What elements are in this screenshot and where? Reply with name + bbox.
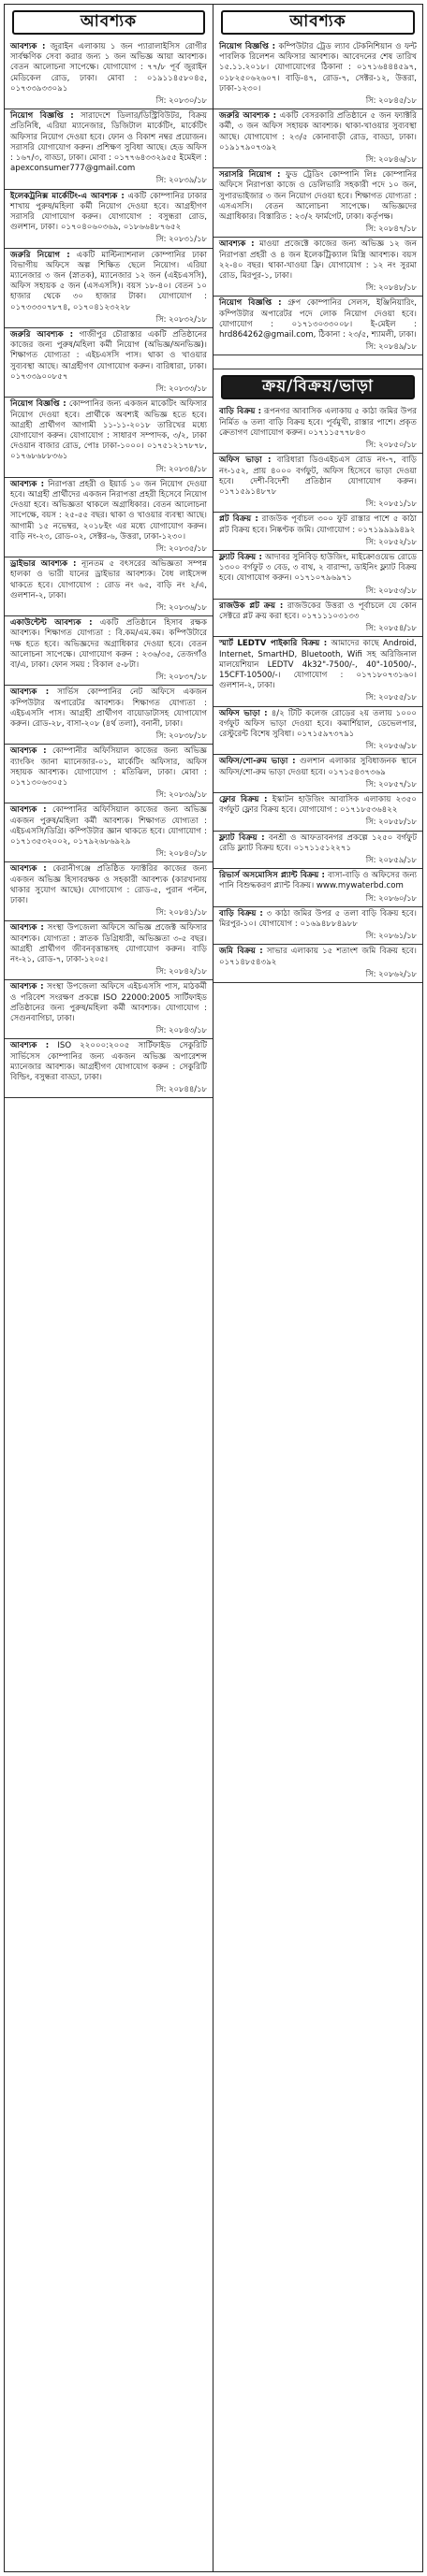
- ad-code: সি: ২০৮৩৫/১৮: [155, 543, 207, 553]
- ad-code: সি: ২০৮৫০/১৮: [365, 440, 417, 450]
- ad-body: একটি প্রতিষ্ঠানে হিসাব রক্ষক আবশ্যক। শিক্ষাগত যোগ্যতা : বি.কম/এম.কম। কম্পিউটারে দক্ষ হতে হবে। অভিজ্ঞদের অগ্রাধিকার দেওয়া হবে। বেতন আলোচনা সাপেক্ষে। যোগাযোগ করুন : ২৩৬/৩৫, তেজগাঁও বা/এ, ঢাকা। ফোন সময় : বিকাল ৫-৮টা।: [10, 618, 208, 670]
- ad-title: জরুরি আবশ্যক :: [10, 330, 74, 340]
- classified-ad: [5, 398, 213, 477]
- ad-title: আবশ্যক :: [10, 746, 47, 757]
- ad-body: একটি মাল্টিন্যাশনাল কোম্পানির ঢাকা বিভাগীয় অফিসে অল্প শিক্ষিত ছেলে নিয়োগ। এরিয়া ম্যানেজার ৩ জন (স্নাতক), ম্যানেজার ১২ জন (এইচএসসি), অফিস সহায়ক ৫ জন (এসএসসি)। বয়স ১৮-৪০। বেতন ১০ হাজার থেকে ৩০ হাজার টাকা। যোগাযোগ : ০১৭৩৩৩০৭৮৭৪, ০১৭০৪১২৩২২৮: [10, 250, 207, 312]
- ad-code: সি: ২০৮৬০/১৮: [365, 892, 417, 903]
- ad-title: রিভার্স অসমোসিস প্ল্যান্ট বিক্রয় :: [219, 871, 325, 881]
- ad-body: কোম্পানির অফিসিয়াল কাজের জন্য অভিজ্ঞ একজন পুরুষ/মহিলা কর্মী আবশ্যক। শিক্ষাগত যোগ্যতা : এইচএসসি/ডিগ্রি। কম্পিউটার জ্ঞান থাকতে হবে। যোগাযোগ : ০১৭১৩৫৩২০০২, ০১৭৯২৬৮৬৯২৯: [10, 805, 208, 847]
- ad-title: স্মার্ট LEDTV পাইকারি বিক্রয় :: [219, 639, 328, 649]
- ad-code: সি: ২০৮৪১/১৮: [155, 907, 207, 918]
- ad-body: গাজীপুর চৌরাস্তার একটি প্রতিষ্ঠানের কাজের জন্য পুরুষ/মহিলা কর্মী নিয়োগ (অভিজ্ঞ/অনভিজ্ঞ)। শিক্ষাগত যোগ্যতা : এইচএসসি পাস। থাকা ও খাওয়ার সুব্যবস্থা আছে। আগ্রহীগণ যোগাযোগ করুন। বারিধারা, ঢাকা। ০১৭৩৩৯০০৮৫৭: [10, 330, 207, 382]
- ad-title: রাজউক প্লট ক্রয় :: [219, 601, 284, 611]
- ad-title: ফ্ল্যাট বিক্রয় :: [219, 552, 262, 562]
- classified-ad: [214, 40, 422, 109]
- ad-title: নিয়োগ বিজ্ঞপ্তি :: [10, 111, 74, 122]
- ad-body: নিরাপত্তা প্রহরী ও ইয়ার্ড ১০ জন নিয়োগ দেওয়া হবে। আগ্রহী প্রার্থীদের একজন নিরাপত্তা প্রহরী হিসেবে নিয়োগ দেওয়া হবে। অভিজ্ঞতা থাকলে অগ্রাধিকার। বেতন আলোচনা সাপেক্ষে, বয়স : ২৫-৫৫ বছর। থাকা ও খাওয়ার ব্যবস্থা আছে। আগামী ১৫ নভেম্বর, ২০১৮ইং এর মধ্যে যোগাযোগ করুন। বাড়ি নং-২৩, রোড-০২, সেক্টর-৬, উত্তরা, ঢাকা-১২৩০।: [10, 479, 208, 542]
- classified-ad: [214, 907, 422, 946]
- ad-body: ৪/২ টিটি কলেজ রোডের ২য় তলায় ১০০০ বর্গফুট অফিস ভাড়া দেওয়া হবে। কমার্শিয়াল, ডেভেলপার, রেস্টুরেন্ট বিশেষ সুবিধা। ০১৭১৫৯৭৩৭৯১: [219, 708, 417, 739]
- ad-code: সি: ২০৮৫২/১৮: [365, 536, 417, 546]
- ad-body: সার্ভিস কোম্পানির নেট অফিসে একজন কম্পিউটার অপারেটর আবশ্যক। শিক্ষাগত যোগ্যতা : এইচএসসি পাস। আগ্রহী প্রার্থীগণ বায়োডাটাসহ যোগাযোগ করুন। রোড-২৮, বাসা-২০৮ (৪র্থ তলা), বনানী, ঢাকা।: [10, 687, 207, 729]
- ad-code: সি: ২০৮৫৪/১৮: [365, 623, 417, 633]
- ad-code: সি: ২০৮৩৩/১৮: [155, 384, 207, 394]
- ad-code: সি: ২০৮৪৩/১৮: [155, 1025, 207, 1035]
- ad-body: কোম্পানির জন্য একজন মাকেটিং অফিসার নিয়োগ দেওয়া হবে। প্রার্থীকে অবশ্যই অভিজ্ঞ হতে হবে। আগ্রহী প্রার্থীগণ আগামী ১১-১১-২০১৮ তারিখের মধ্যে যোগাযোগ করুন। যোগাযোগ : সাধারণ সম্পাদক, ৩/২, ঢাকা দেওয়ান বাজার রোড, পোঃ ঢাকা-১০০০। ০১৭৫১২১৭৮৭৮, ০১৭৬৮৬৮৮৩৬১: [10, 399, 207, 462]
- ad-body: বারিধারা ডিওএইচএস রোড নং-৭, বাড়ি নং-১৫২, প্রায় ৪০০০ বর্গফুট, অফিস হিসেবে ভাড়া দেওয়া হবে। দেশী-বিদেশী প্রতিষ্ঠান যোগাযোগ করুন। ০১৭১৫৯১৪৮৭৮: [219, 456, 417, 497]
- ad-body: একটি বেসরকারি প্রতিষ্ঠানে ৫ জন ফ্যাক্টরি কর্মী, ৩ জন অফিস সহায়ক আবশ্যক। থাকা-খাওয়ার সুব্যবস্থা আছে। যোগাযোগ : ২৩/৫ কোনাবাড়ী রোড, বাড্ডা, ঢাকা। ০১৯১৭৯০৭৩৯২: [219, 111, 417, 152]
- ad-title: একাউন্টেন্ট আবশ্যক :: [10, 618, 93, 629]
- ad-body: ৩ কাঠা জমির উপর ৫ তলা বাড়ি বিক্রয় হবে। মিরপুর-১০। যোগাযোগ : ০১৬৯৪৮৮৪৯৮৮: [219, 908, 417, 930]
- ad-body: একটি কোম্পানির ঢাকার শাখায় পুরুষ/মহিলা কর্মী নিয়োগ দেওয়া হবে। আগ্রহীগণ সরাসরি যোগাযোগ করুন। যোগাযোগ : বসুন্ধরা রোড, গুলশান, ঢাকা। ০১৭০৪০৬০৩৬৯, ০১৮৬৬৪৮৭৬৫২: [10, 191, 208, 233]
- ad-code: সি: ২০৮৫৫/১৮: [365, 692, 417, 702]
- ad-body: কেরানীগঞ্জে প্রতিষ্ঠিত ফ্যাক্টরির কাজের জন্য একজন অভিজ্ঞ হিসাবরক্ষক ও সহকারী আবশ্যক (কারখানায় থাকার সুযোগ আছে)। যোগাযোগ : রোড-৫, পুরান পল্টন, ঢাকা।: [10, 864, 207, 906]
- ad-code: সি: ২০৮৪৬/১৮: [365, 154, 417, 165]
- ad-code: সি: ২০৮৬২/১৮: [365, 968, 417, 978]
- ad-body: ISO ২২০০০:২০০৫ সার্টিফাইড সেকুরিটি সার্ভিসেস কোম্পানির জন্য একজন অভিজ্ঞ অপারেশন্স ম্যানেজার আবশ্যক। আগ্রহীগণ যোগাযোগ করুন : সেকুরিটি বিল্ডিং, বসুন্ধরা বাড্ডা, ঢাকা।: [10, 1041, 207, 1083]
- classified-ad: [5, 745, 213, 803]
- ad-body: বাসা-বাড়ি ও অফিসের জন্য পানি বিশুদ্ধকরণ প্ল্যান্ট বিক্রয়। www.mywaterbd.com: [219, 871, 417, 891]
- ad-body: আদাবর সুনিবিড় হাউজিং, মাইক্রোওয়েভ রোডে ১৩০০ বর্গফুট ৩ বেড, ৩ বাথ, ২ বারান্দা, ডাইনিং ফ্ল্যাট বিক্রয় হবে। যোগাযোগ করুন। ০১৭১০৭৯৬৯৭১: [219, 552, 418, 584]
- classified-ad: [214, 832, 422, 870]
- classified-ad: [5, 190, 213, 249]
- classified-ad: [5, 1039, 213, 1098]
- ad-list-left: [5, 40, 213, 1098]
- ad-title: সরাসরি নিয়োগ :: [219, 170, 281, 181]
- ad-code: সি: ২০৮৩৯/১৮: [155, 175, 207, 185]
- classified-page: [4, 4, 423, 2572]
- ad-title: বাড়ি বিক্রয় :: [219, 407, 262, 417]
- ad-list-right: [214, 40, 422, 355]
- ad-list-sale: [214, 405, 422, 983]
- ad-title: নিয়োগ বিজ্ঞপ্তি :: [219, 42, 276, 51]
- ad-title: প্লট বিক্রয় :: [219, 514, 258, 525]
- classified-ad: [214, 945, 422, 983]
- ad-title: আবশ্যক :: [10, 42, 46, 51]
- ad-title: ফ্লোর বিক্রয় :: [219, 794, 268, 804]
- classified-ad: [5, 249, 213, 328]
- ad-title: আবশ্যক :: [10, 923, 44, 933]
- ad-title: বাড়ি বিক্রয় :: [219, 908, 263, 919]
- ad-code: সি: ২০৮৫৮/১৮: [365, 817, 417, 827]
- ad-code: সি: ২০৮৫১/১৮: [365, 499, 417, 509]
- ad-code: সি: ২০৮৩১/১৮: [155, 234, 207, 244]
- ad-code: সি: ২০৮৪৭/১৮: [365, 224, 417, 234]
- ad-title: নিয়োগ বিজ্ঞপ্তি :: [219, 298, 282, 309]
- ad-body: সারাদেশে ডিলার/ডিস্ট্রিবিউটর, বিক্রয় প্রতিনিধি, এরিয়া ম্যানেজার, ডিজিটাল মার্কেটিং, মার্কেটিং অফিসার নিয়োগ দেওয়া হবে। ফোন ও বিকাশ নম্বর প্রয়োজন। সরাসরি যোগাযোগ করুন। প্রশিক্ষণ সুবিধা আছে। হেড অফিস : ১৬৭/৩, বাড্ডা, ঢাকা। মোবা : ০১৭৭৬৪৩৩২৯৫৫ ইমেইল : apexconsumer777@gmail.com: [10, 111, 208, 174]
- right-column: [214, 5, 422, 2571]
- ad-title: আবশ্যক :: [10, 864, 47, 875]
- ad-body: সংস্থা উপজেলা অফিসে এইচএসসি পাস, মাঠকর্মী ও পরিবেশ সংরক্ষণ প্রকল্পে ISO 22000:2005 সার্টিফাইড প্রতিষ্ঠানের জন্য পুরুষ/মহিলা কর্মী আবশ্যক। যোগাযোগ : সেগুনবাগিচা, ঢাকা।: [10, 982, 208, 1024]
- ad-title: ড্রাইভার আবশ্যক :: [10, 559, 77, 570]
- ad-title: আবশ্যক :: [10, 687, 50, 698]
- ad-title: জমি বিক্রয় :: [219, 947, 263, 957]
- classified-ad: [5, 803, 213, 862]
- ad-code: সি: ২০৮৪৮/১৮: [365, 282, 417, 293]
- classified-ad: [214, 707, 422, 756]
- ad-title: জরুরি আবশ্যক :: [219, 111, 277, 122]
- ad-title: নিয়োগ বিজ্ঞপ্তি :: [10, 399, 66, 410]
- ad-code: সি: ২০৮৫৩/১৮: [365, 585, 417, 595]
- ad-title: ইলেকট্রনিক্স মার্কেটিং-এ আবশ্যক :: [10, 191, 125, 201]
- section-divider: [214, 355, 422, 369]
- section-header-buy-sell-rent: ক্রয়/বিক্রয়/ভাড়া: [221, 375, 415, 399]
- classified-ad: [214, 637, 422, 706]
- classified-ad: [214, 551, 422, 600]
- section-header-wanted-right: আবশ্যক: [221, 10, 415, 35]
- ad-title: আবশ্যক :: [10, 1041, 50, 1051]
- ad-body: কম্পিউটার ট্রেড ল্যাব টেকনিশিয়ান ও ফন্ট পাবলিক রিলেশন অফিসার আবশ্যক। আবেদনের শেষ তারিখ ১৫.১১.২০১৮। যোগাযোগের ঠিকানা : ০১৭১৬৪৪৪৫৯৭, ০১৮২৫০৬২৬০৭। বাড়ি-৪৭, রোড-৭, সেক্টর-১২, উত্তরা, ঢাকা-১২৩০।: [219, 42, 417, 94]
- ad-body: গ্রুপ কোম্পানির সেলস, ইঞ্জিনিয়ারিং, কম্পিউটার অপারেটর পদে লোক নিয়োগ দেওয়া হবে। যোগাযোগ : ০১৭১৩০৩৩০০৮। ই-মেইল : hrd864262@gmail.com, ঠিকানা : ২৩/৫, শ্যামলী, ঢাকা।: [219, 298, 417, 340]
- classified-ad: [5, 109, 213, 189]
- ad-title: ফ্ল্যাট বিক্রয় :: [219, 832, 265, 843]
- ad-code: সি: ২০৮৪৯/১৮: [365, 341, 417, 352]
- classified-ad: [214, 869, 422, 907]
- ad-code: সি: ২০৮৩৬/১৮: [155, 601, 207, 612]
- ad-title: জরুরি নিয়োগ :: [10, 250, 70, 260]
- classified-ad: [5, 921, 213, 980]
- ad-body: গুলশান এলাকার সুবিধাজনক স্থানে অফিস/শো-রুম ভাড়া দেওয়া হবে। ০১৭১৫৪৩৭৩৬৯: [219, 757, 418, 777]
- ad-body: মাওয়া প্রজেক্টে কাজের জন্য অভিজ্ঞ ১২ জন নিরাপত্তা প্রহরী ও ৪ জন ইলেকট্রিক্যাল মিস্ত্রি আবশ্যক। বয়স ২২-৪০ বছর। থাকা-খাওয়া ফ্রি। যোগাযোগ : ১২ নং সুরমা রোড, মিরপুর-১, ঢাকা।: [219, 239, 417, 282]
- classified-ad: [214, 793, 422, 832]
- ad-body: রাজউক পূর্বাচল ৩০০ ফুট রাস্তার পাশে ৫ কাঠা প্লট বিক্রয় হবে। নিষ্কণ্টক জমি। যোগাযোগ : ০১৭১৯৯৯৯৪৯২: [219, 514, 417, 535]
- ad-code: সি: ২০৮৩৯/১৮: [155, 789, 207, 800]
- ad-body: ন্যূনতম ৫ বৎসরের অভিজ্ঞতা সম্পন্ন হালকা ও ভারী যানের ড্রাইভার আবশ্যক। বৈধ লাইসেন্স থাকতে হবে। যোগাযোগ : রোড নং ৬৫, বাড়ি নং ২/এ, গুলশান-২, ঢাকা।: [10, 559, 207, 601]
- classified-ad: [5, 478, 213, 557]
- ad-title: অফিস ভাড়া :: [219, 456, 272, 466]
- ad-code: সি: ২০৮৪৪/১৮: [155, 1084, 207, 1094]
- ad-code: সি: ২০৮৬১/১৮: [365, 931, 417, 941]
- ad-code: সি: ২০৮৪৫/১৮: [365, 95, 417, 106]
- classified-ad: [214, 238, 422, 297]
- ad-code: সি: ২০৮৪২/১৮: [155, 966, 207, 977]
- ad-body: সংস্থা উপজেলা অফিসে অভিজ্ঞ প্রজেক্ট অফিসার আবশ্যক। যোগ্যতা : স্নাতক ডিগ্রিধারী, অভিজ্ঞতা ৩-৫ বছর। আগ্রহী প্রার্থীগণ জীবনবৃত্তান্তসহ যোগাযোগ করুন। বাড়ি নং-২১, রোড-৭, ঢাকা-১২০৫।: [10, 923, 207, 965]
- ad-title: আবশ্যক :: [10, 479, 45, 489]
- classified-ad: [5, 686, 213, 745]
- classified-ad: [5, 980, 213, 1039]
- section-header-wanted-left: আবশ্যক: [12, 10, 205, 35]
- ad-body: ইস্কাটন হাউজিং আবাসিক এলাকায় ২৩৫০ বর্গফুট ফ্লোর বিক্রয় হবে। যোগাযোগ : ০১৭১৮৫৩৬৪২২: [219, 794, 417, 816]
- ad-code: সি: ২০৮৫৭/১৮: [365, 778, 417, 789]
- classified-ad: [5, 616, 213, 686]
- ad-title: অফিস/শো-রুম ভাড়া :: [219, 757, 296, 767]
- ad-body: আমাদের কাছে Android, Internet, SmartHD, Bluetooth, Wifi সহ অরিজিনাল মালয়েশিয়ান LEDTV 4k32"-7500/-, 40"-10500/-, 15CFT-10500/-। যোগাযোগ : ০১৭১৮০৭৩১৬০। গুলশান-২, ঢাকা।: [219, 639, 417, 691]
- ad-title: অফিস ভাড়া :: [219, 708, 268, 718]
- ad-code: সি: ২০৮৩২/১৮: [155, 313, 207, 324]
- classified-ad: [5, 328, 213, 398]
- ad-code: সি: ২০৮৩০/১৮: [155, 95, 207, 106]
- left-column: [5, 5, 214, 2571]
- ad-body: রাজউকের উত্তরা ও পূর্বাচলে যে কোন সেক্টরে প্লট ক্রয় করা হবে। ০১৭১১১০৩১৩৩: [219, 601, 418, 621]
- classified-ad: [214, 755, 422, 793]
- ad-body: সাভার এলাকায় ১৫ শতাংশ জমি বিক্রয় হবে। ০১৭১৪৮৫৪৩৯২: [219, 947, 417, 967]
- ad-code: সি: ২০৮৪০/১৮: [155, 848, 207, 859]
- ad-title: আবশ্যক :: [10, 805, 47, 816]
- classified-ad: [214, 405, 422, 454]
- classified-ad: [214, 454, 422, 513]
- classified-ad: [214, 297, 422, 355]
- ad-body: বনশ্রী ও আফতাবনগর প্রকল্পে ১২৫০ বর্গফুট রেডি ফ্ল্যাট বিক্রয় হবে। ০১৭১১৫১২২৭১: [219, 832, 418, 853]
- classified-ad: [214, 168, 422, 238]
- ad-code: সি: ২০৮৩৭/১৮: [155, 672, 207, 682]
- classified-ad: [5, 862, 213, 921]
- ad-title: আবশ্যক :: [10, 982, 44, 992]
- ad-body: রূপনগর আবাসিক এলাকায় ৫ কাঠা জমির উপর নির্মিত ৬ তলা বাড়ি বিক্রয় হবে। পূর্বমুখী, রাস্তার পাশে। প্রকৃত ক্রেতাগণ যোগাযোগ করুন। ০১৭১১৫৭৭৮৪৩: [219, 407, 418, 438]
- ad-body: ফুড ট্রেডিং কোম্পানি লিঃ কোম্পানির অফিসে নিরাপত্তা কাজে ও ডেলিভারি সহকারী পদে ১০ জন, সুপারভাইজার ৩ জন নিয়োগ দেওয়া হবে। শিক্ষাগত যোগ্যতা : এসএসসি। বেতন আলোচনা সাপেক্ষে। অভিজ্ঞদের অগ্রাধিকার। বিস্তারিত : ২৩/২ ফার্মগেট, ঢাকা। কর্তৃপক্ষ।: [219, 170, 417, 223]
- classified-ad: [214, 600, 422, 638]
- ad-body: জুরাইন এলাকায় ১ জন প্যারালাইসিস রোগীর সার্বক্ষণিক সেবা করার জন্য ১ জন অভিজ্ঞ আয়া আবশ্যক। বেতন আলোচনা সাপেক্ষে। যোগাযোগ : ৭৭/৮ পূর্ব জুরাইন মেডিকেল রোড, ঢাকা। মোবা : ০১৯১১৪৫৮০৪৫, ০১৭৩৩৯৩৩০৯১: [10, 42, 207, 94]
- classified-ad: [5, 40, 213, 109]
- classified-ad: [214, 513, 422, 551]
- ad-code: সি: ২০৮৩৮/১৮: [155, 731, 207, 741]
- ad-code: সি: ২০৮৩৪/১৮: [155, 463, 207, 473]
- classified-ad: [214, 109, 422, 168]
- ad-title: আবশ্যক :: [219, 239, 255, 250]
- classified-ad: [5, 557, 213, 616]
- ad-code: সি: ২০৮৫৬/১৮: [365, 741, 417, 751]
- ad-body: কোম্পানীর অফিসিয়াল কাজের জন্য অভিজ্ঞ ব্যাংকিং জানা ম্যানেজার-০১, মার্কেটিং অফিসার, অফিস সহায়ক আবশ্যক। যোগাযোগ : মতিঝিল, ঢাকা। মোবা : ০১৭১৩০৬৩০৫১: [10, 746, 208, 788]
- ad-code: সি: ২০৮৫৯/১৮: [365, 855, 417, 864]
